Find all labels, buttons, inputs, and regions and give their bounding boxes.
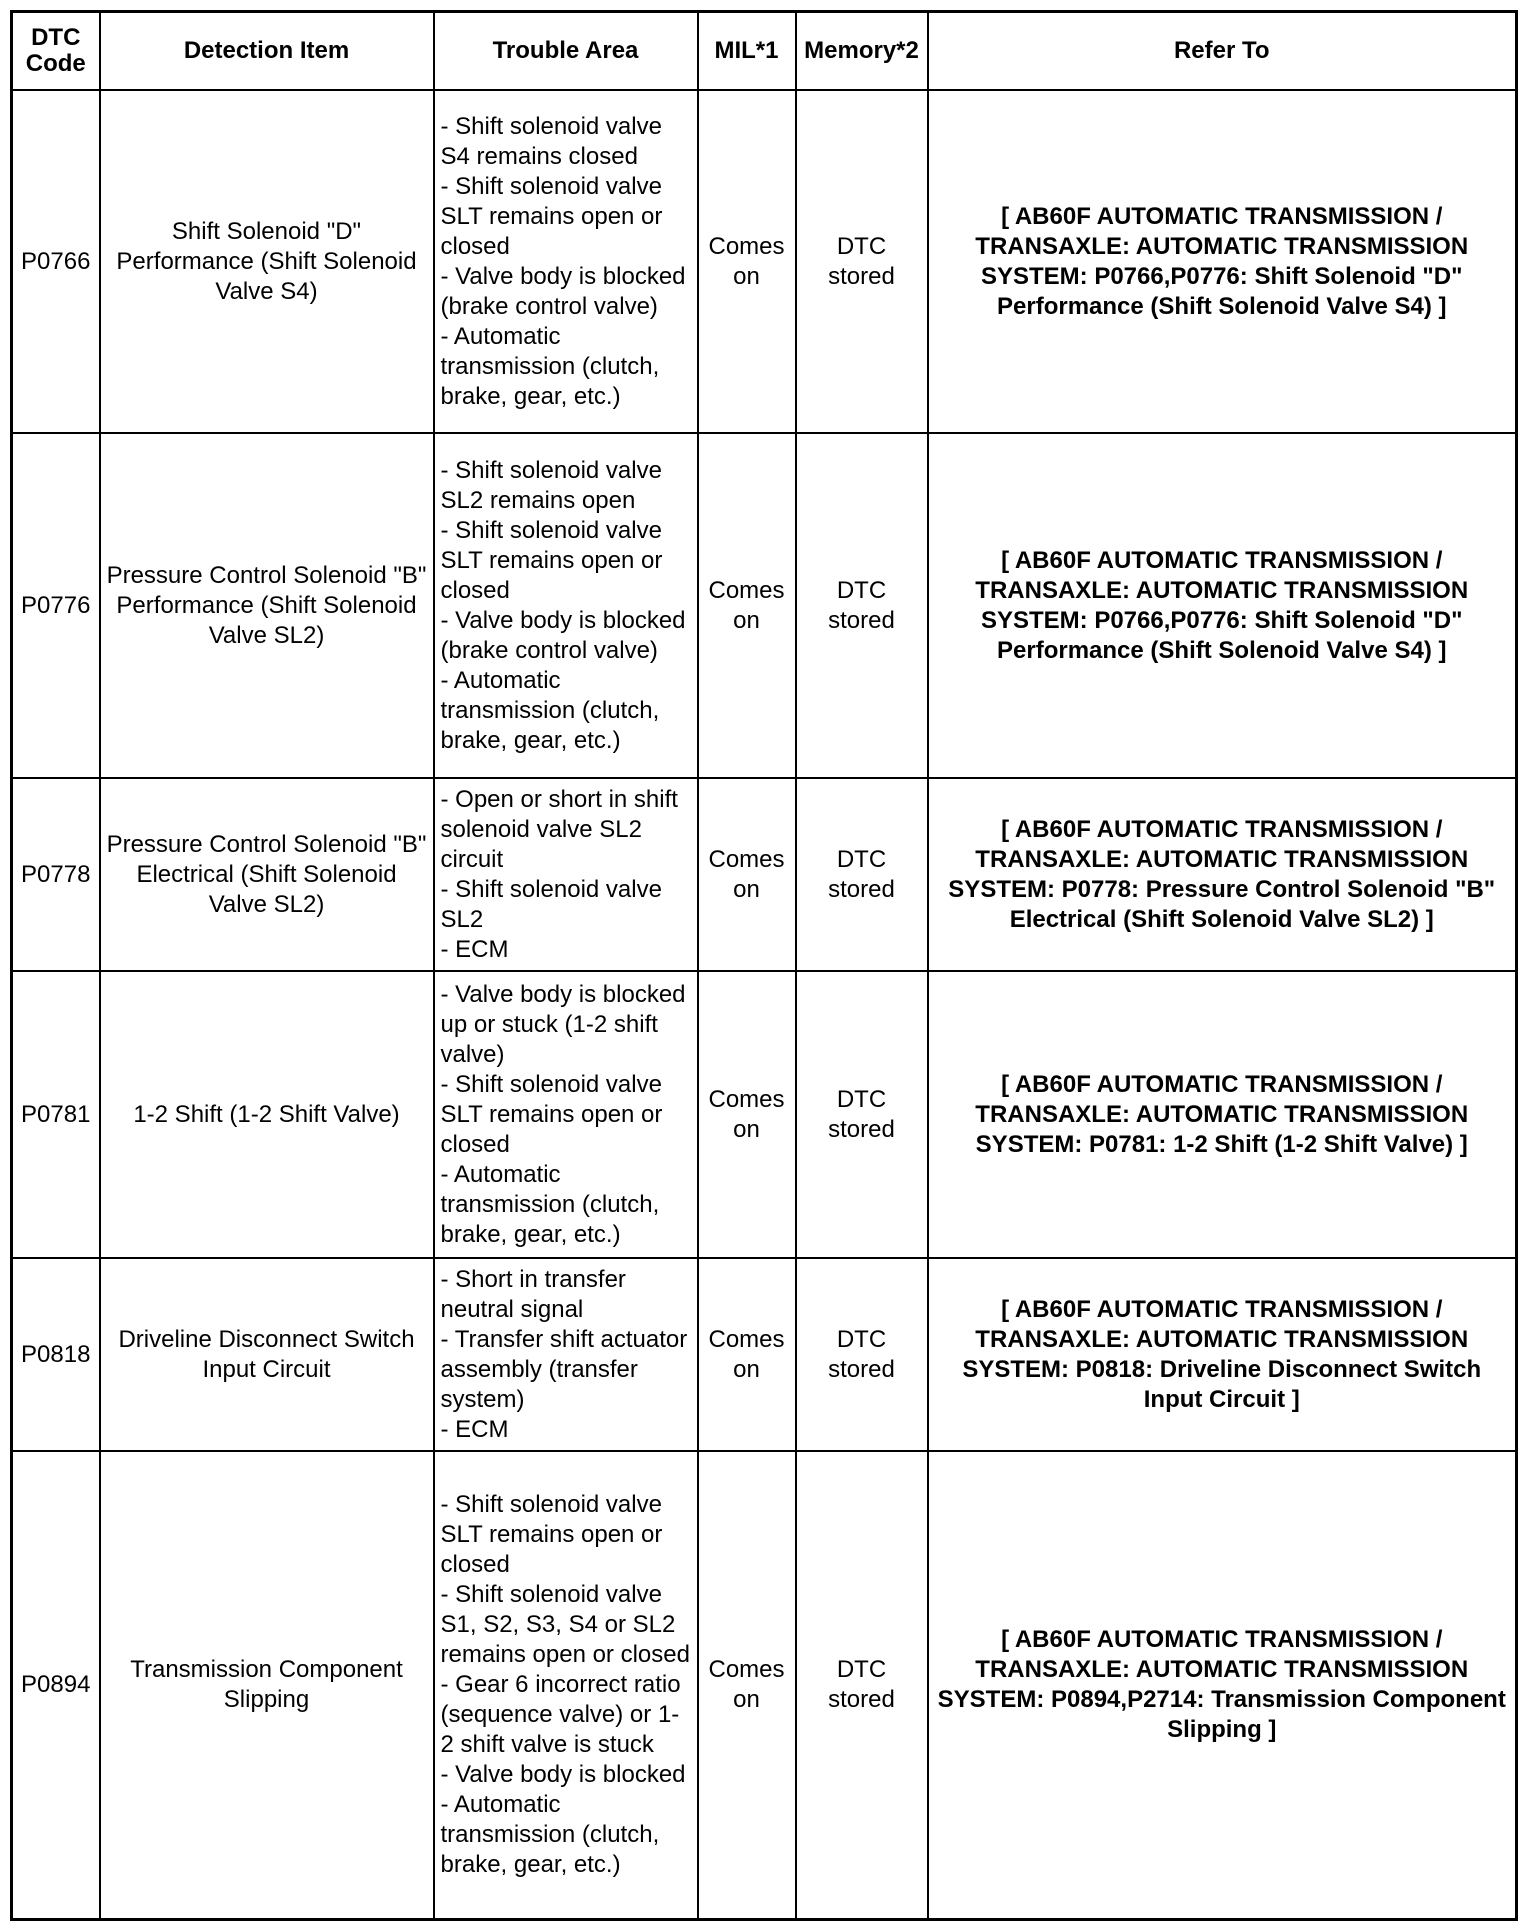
memory-status: DTC stored <box>796 971 928 1258</box>
detection-item: Pressure Control Solenoid "B" Electrical (Shift Solenoid Valve SL2) <box>100 778 434 971</box>
detection-item: Pressure Control Solenoid "B" Performance (Shift Solenoid Valve SL2) <box>100 433 434 778</box>
memory-status: DTC stored <box>796 778 928 971</box>
trouble-area: - Shift solenoid valve SLT remains open or closed - Shift solenoid valve S1, S2, S3, S4 or SL2 remains open or closed - Gear 6 incorrect ratio (sequence valve) or 1-2 shift valve is stuck - Valve body is blocked - Automatic transmission (clutch, brake, gear, etc.) <box>434 1451 698 1919</box>
dtc-table-sheet <box>10 10 1515 1887</box>
memory-status: DTC stored <box>796 1451 928 1919</box>
trouble-area: - Open or short in shift solenoid valve SL2 circuit - Shift solenoid valve SL2 - ECM <box>434 778 698 971</box>
trouble-area: - Valve body is blocked up or stuck (1-2 shift valve) - Shift solenoid valve SLT remains open or closed - Automatic transmission (clutch, brake, gear, etc.) <box>434 971 698 1258</box>
refer-to-link[interactable]: [ AB60F AUTOMATIC TRANSMISSION / TRANSAXLE: AUTOMATIC TRANSMISSION SYSTEM: P0778: Pressure Control Solenoid "B" Electrical (Shift Solenoid Valve SL2) ] <box>928 778 1517 971</box>
header-row <box>12 12 1517 91</box>
trouble-area: - Shift solenoid valve S4 remains closed - Shift solenoid valve SLT remains open or closed - Valve body is blocked (brake control valve) - Automatic transmission (clutch, brake, gear, etc.) <box>434 90 698 433</box>
dtc-code: P0776 <box>12 433 100 778</box>
refer-to-link[interactable]: [ AB60F AUTOMATIC TRANSMISSION / TRANSAXLE: AUTOMATIC TRANSMISSION SYSTEM: P0766,P0776: Shift Solenoid "D" Performance (Shift Solenoid Valve S4) ] <box>928 90 1517 433</box>
table-row <box>12 1258 1517 1451</box>
detection-item: 1-2 Shift (1-2 Shift Valve) <box>100 971 434 1258</box>
mil-status: Comes on <box>698 1258 796 1451</box>
memory-status: DTC stored <box>796 90 928 433</box>
refer-to-link[interactable]: [ AB60F AUTOMATIC TRANSMISSION / TRANSAXLE: AUTOMATIC TRANSMISSION SYSTEM: P0766,P0776: Shift Solenoid "D" Performance (Shift Solenoid Valve S4) ] <box>928 433 1517 778</box>
header-detection-item: Detection Item <box>100 12 434 91</box>
header-dtc-code: DTC Code <box>12 12 100 91</box>
header-refer-to: Refer To <box>928 12 1517 91</box>
memory-status: DTC stored <box>796 1258 928 1451</box>
header-mil: MIL*1 <box>698 12 796 91</box>
mil-status: Comes on <box>698 433 796 778</box>
mil-status: Comes on <box>698 90 796 433</box>
dtc-code: P0818 <box>12 1258 100 1451</box>
dtc-code: P0894 <box>12 1451 100 1919</box>
header-memory: Memory*2 <box>796 12 928 91</box>
dtc-code: P0766 <box>12 90 100 433</box>
table-row <box>12 433 1517 778</box>
refer-to-link[interactable]: [ AB60F AUTOMATIC TRANSMISSION / TRANSAXLE: AUTOMATIC TRANSMISSION SYSTEM: P0781: 1-2 Shift (1-2 Shift Valve) ] <box>928 971 1517 1258</box>
mil-status: Comes on <box>698 971 796 1258</box>
table-row <box>12 971 1517 1258</box>
header-trouble-area: Trouble Area <box>434 12 698 91</box>
refer-to-link[interactable]: [ AB60F AUTOMATIC TRANSMISSION / TRANSAXLE: AUTOMATIC TRANSMISSION SYSTEM: P0894,P2714: Transmission Component Slipping ] <box>928 1451 1517 1919</box>
table-row <box>12 1451 1517 1919</box>
mil-status: Comes on <box>698 778 796 971</box>
detection-item: Shift Solenoid "D" Performance (Shift Solenoid Valve S4) <box>100 90 434 433</box>
dtc-code: P0778 <box>12 778 100 971</box>
detection-item: Transmission Component Slipping <box>100 1451 434 1919</box>
table-row <box>12 778 1517 971</box>
detection-item: Driveline Disconnect Switch Input Circuit <box>100 1258 434 1451</box>
table-row <box>12 90 1517 433</box>
dtc-table <box>10 10 1518 1921</box>
memory-status: DTC stored <box>796 433 928 778</box>
trouble-area: - Shift solenoid valve SL2 remains open - Shift solenoid valve SLT remains open or closed - Valve body is blocked (brake control valve) - Automatic transmission (clutch, brake, gear, etc.) <box>434 433 698 778</box>
trouble-area: - Short in transfer neutral signal - Transfer shift actuator assembly (transfer system) - ECM <box>434 1258 698 1451</box>
dtc-code: P0781 <box>12 971 100 1258</box>
mil-status: Comes on <box>698 1451 796 1919</box>
refer-to-link[interactable]: [ AB60F AUTOMATIC TRANSMISSION / TRANSAXLE: AUTOMATIC TRANSMISSION SYSTEM: P0818: Driveline Disconnect Switch Input Circuit ] <box>928 1258 1517 1451</box>
